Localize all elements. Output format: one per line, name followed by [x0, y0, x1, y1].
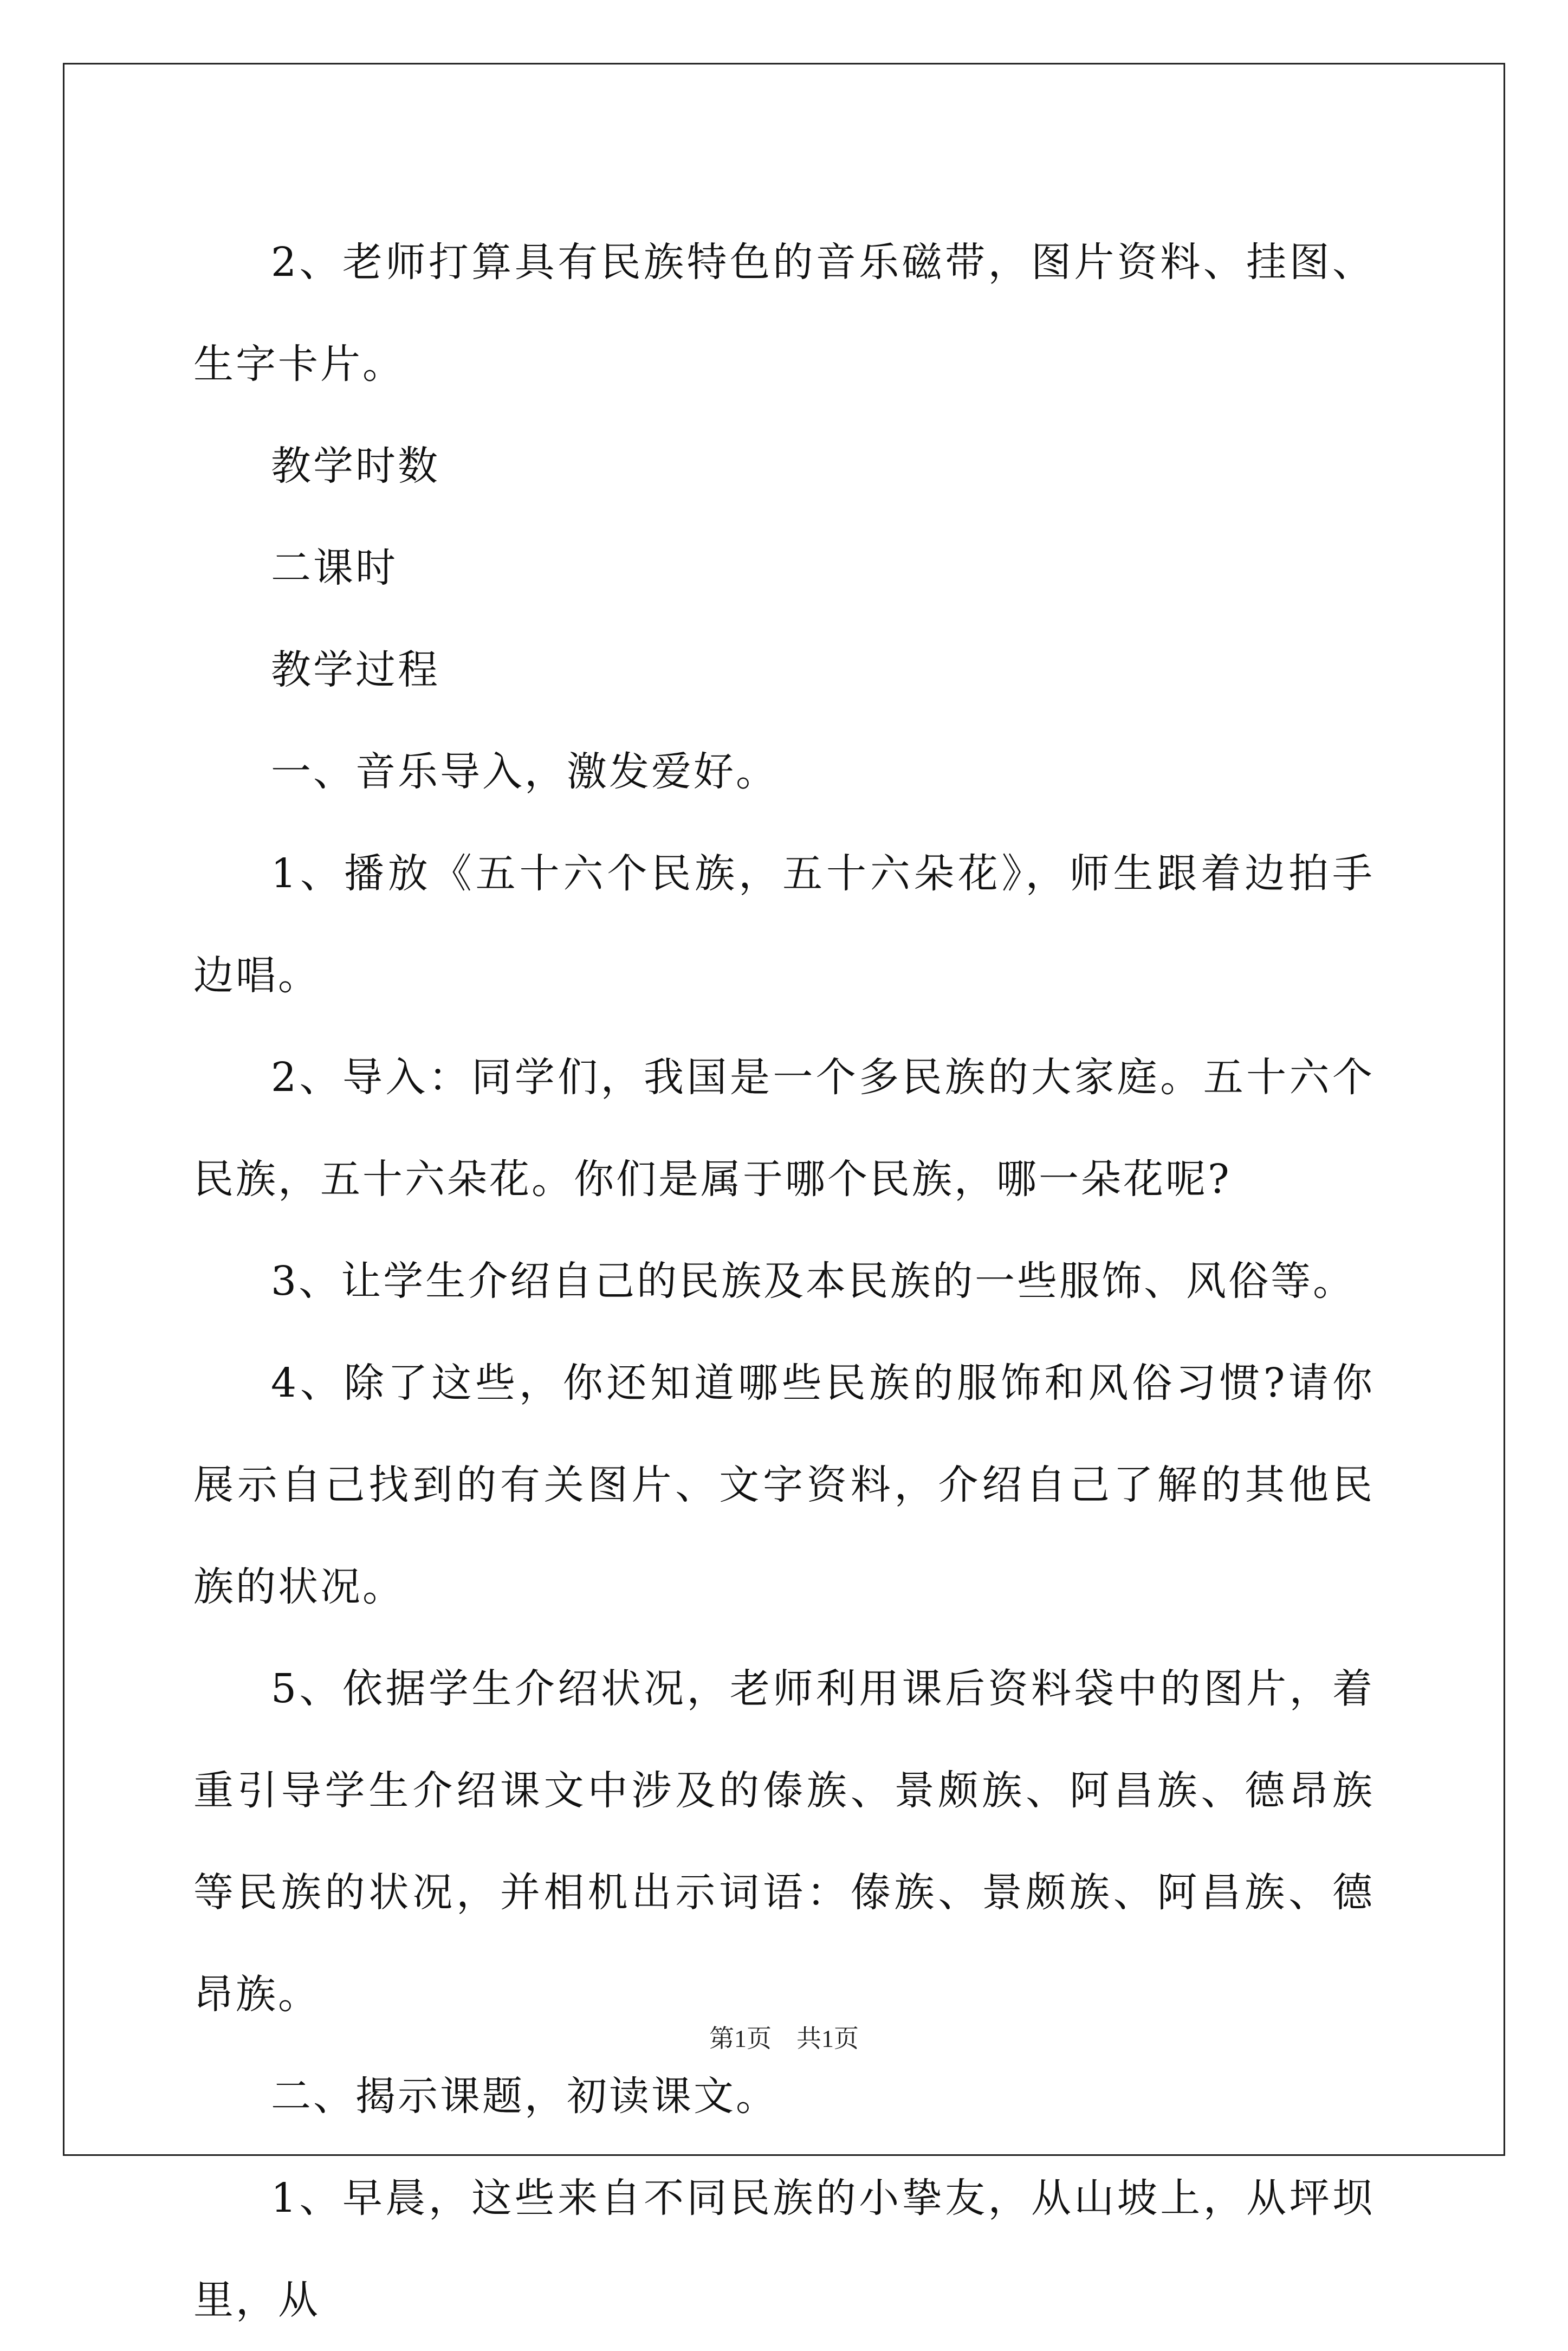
paragraph-teaching-hours-heading: 教学时数: [271, 443, 440, 489]
paragraph-section-two-step-1: 1、早晨，这些来自不同民族的小挚友，从山坡上，从坪坝里，从: [193, 2175, 1375, 2323]
paragraph-teaching-process-heading: 教学过程: [271, 647, 440, 693]
paragraph-materials: 2、老师打算具有民族特色的音乐磁带，图片资料、挂图、生字卡片。: [193, 239, 1375, 387]
page-footer: 第1页 共1页: [709, 2025, 859, 2052]
paragraph-section-one-heading: 一、音乐导入，激发爱好。: [271, 748, 778, 795]
paragraph-step-2: 2、导入：同学们，我国是一个多民族的大家庭。五十六个民族，五十六朵花。你们是属于哪个民族，哪一朵花呢?: [193, 1054, 1375, 1203]
paragraph-step-3: 3、让学生介绍自己的民族及本民族的一些服饰、风俗等。: [271, 1258, 1356, 1304]
paragraph-step-1: 1、播放《五十六个民族，五十六朵花》，师生跟着边拍手边唱。: [193, 850, 1375, 999]
paragraph-step-5: 5、依据学生介绍状况，老师利用课后资料袋中的图片，着重引导学生介绍课文中涉及的傣族、景颇族、阿昌族、德昂族等民族的状况，并相机出示词语：傣族、景颇族、阿昌族、德昂族。: [193, 1665, 1375, 2018]
paragraph-step-4: 4、除了这些，你还知道哪些民族的服饰和风俗习惯?请你展示自己找到的有关图片、文字资料，介绍自己了解的其他民族的状况。: [193, 1360, 1375, 1610]
paragraph-section-two-heading: 二、揭示课题，初读课文。: [271, 2073, 778, 2120]
paragraph-teaching-hours-value: 二课时: [271, 545, 398, 591]
